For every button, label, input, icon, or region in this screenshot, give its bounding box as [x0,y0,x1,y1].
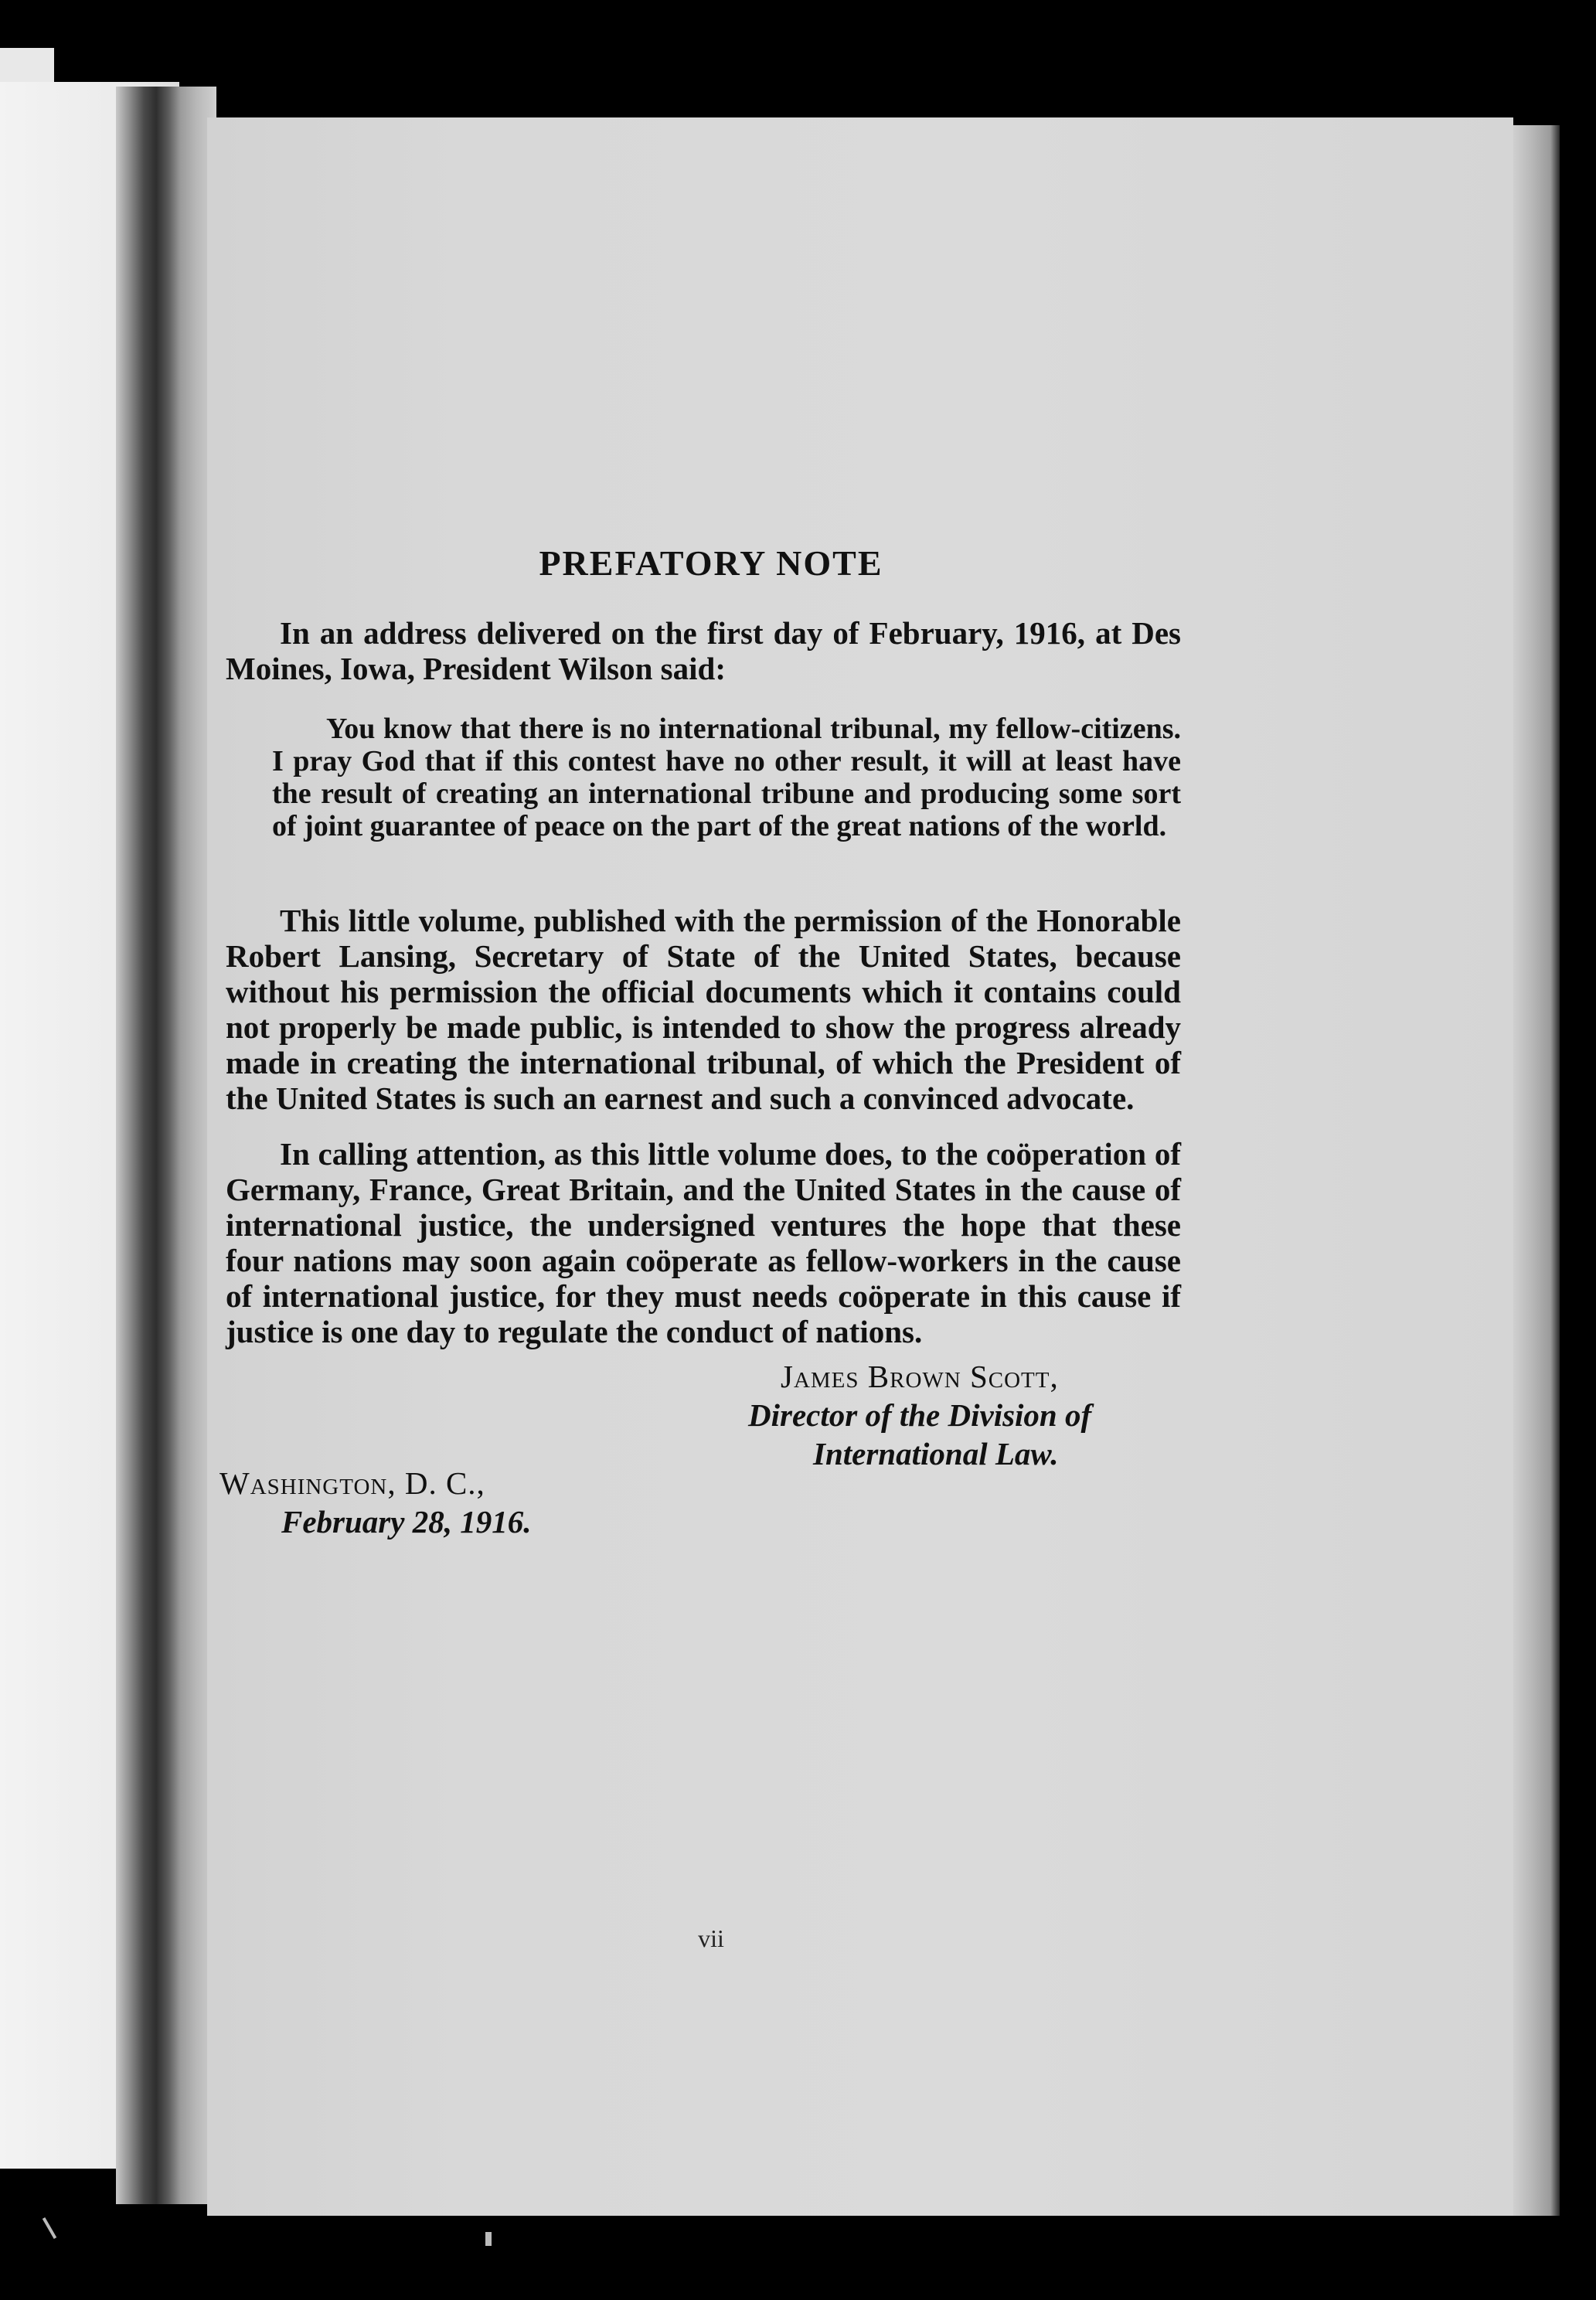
book-binding [116,87,216,2204]
block-quote [272,713,1181,842]
scan-artifact [485,2232,492,2246]
page-edge [1513,125,1560,2216]
signature-title-line2: International Law. [813,1436,1059,1472]
intro-text: In an address delivered on the first day of February, 1916, at Des Moines, Iowa, President Wilson said: [226,615,1181,686]
paragraph-text: In calling attention, as this little volume does, to the coöperation of Germany, France, Great Britain, and the United States in the cause of international justice, the undersigned ventures the hope that these four nations may soon again coöperate as fellow-workers in the cause of international justice, for they must needs coöperate in this cause if justice is one day to regulate the conduct of nations. [226,1136,1181,1349]
scan-artifact [43,2217,56,2239]
body-paragraph-1 [226,903,1181,1116]
quote-text: You know that there is no international tribunal, my fellow-citizens. I pray God that if this contest have no other result, it will at least have the result of creating an international tribune and producing some sort of joint guarantee of peace on the part of the great nations of the world. [272,713,1181,842]
place-date: February 28, 1916. [281,1504,532,1540]
signature-title-line1: Director of the Division of [748,1397,1092,1433]
intro-paragraph [226,615,1181,686]
paragraph-text: This little volume, published with the permission of the Honorable Robert Lansing, Secretary of State of the United States, because without his permission the official documents which it contains could not properly be made public, is intended to show the progress already made in creating the international tribunal, of which the President of the United States is such an earnest and such a convinced advocate. [226,903,1181,1116]
signature-name: James Brown Scott, [781,1359,1059,1394]
page-title: PREFATORY NOTE [539,543,883,583]
body-paragraph-2 [226,1136,1181,1349]
page-number: vii [698,1924,724,1952]
scan-margin [0,48,54,82]
place-city: Washington, D. C., [219,1465,485,1501]
